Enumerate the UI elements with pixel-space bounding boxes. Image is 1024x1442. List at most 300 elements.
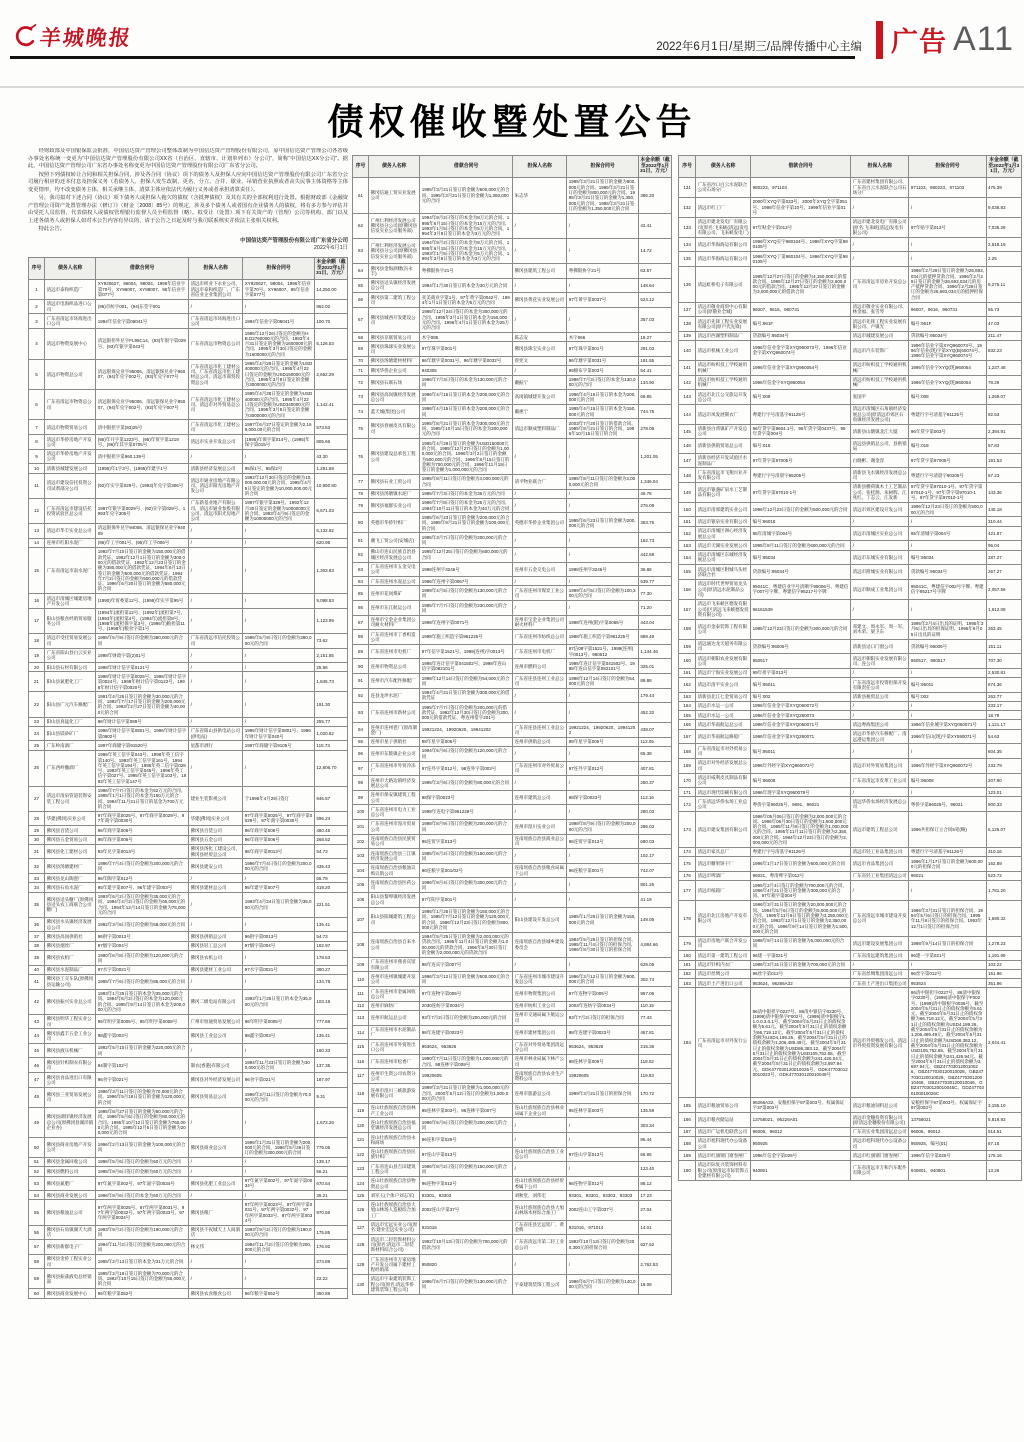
guarantor-name: 佛冈县农食粮食公司	[189, 1289, 243, 1298]
table-row	[679, 900, 1022, 936]
table-header-row	[29, 258, 348, 280]
principal-balance: 325.01	[638, 659, 671, 674]
guarantee-contract-no: 1996年7月4日签订的金额为200,000元的合同	[243, 859, 315, 874]
guarantee-contract-no: 1995年4月28日签定的金额为USD400000元的合同、1995年4月22日签定的金额为USD340000元的合同、1995年3月8日签定的金额为3000000元的合同	[243, 389, 315, 419]
principal-balance: 19.27	[638, 333, 671, 342]
row-no: 72	[353, 375, 369, 390]
page-header	[0, 0, 1024, 88]
guarantor-name: /	[513, 577, 567, 586]
table-row	[29, 741, 348, 750]
row-no: 77	[353, 474, 369, 489]
table-row	[29, 648, 348, 663]
guarantor-name: 清远市顺成工业集团公司	[851, 579, 909, 599]
principal-balance: 123.40	[638, 1162, 671, 1177]
principal-balance: 514.51	[986, 1127, 1021, 1136]
table-row	[679, 960, 1022, 969]
principal-balance: 620.95	[314, 538, 347, 547]
loan-contract-no: 1996年05月06日签订的金额为2,000,000元的合同、1996年06月30日签订的金额为1,500,000元的合同、1995年11月8日签订的金额为1,000,000元的合同、1995年11月11日签订的金额为2,350,000元的合同、1994年12月23日签订的金额为3,000,000元的合同	[751, 812, 851, 848]
loan-contract-no: 86清中银担字0227号、86清中银信字0230号、(1999)清中银保字F002号、(1999)清中银根字L1.0.0.3.0.1号、截至2004年5月31日止的债权余额为5.61元、截至2004年5月31日止的债权余额为66,719.12元、截至2004年5月31日止的债权余额为USD4,199.26、截至2004年5月31日止的债权余额为1,206,489.49元、截至2004年5月31日止的债权余额为USD86,383.12、截至2004年5月31日止的债权余额为USD105,752.65、截至2004年5月31日止的债权余额为241,426.04元、截至2004年5月31日止的债权余额为3,697.94元、GDK477030120010026号、GDK477030120010023号、GDK477030120010049号	[751, 988, 851, 1098]
debtor-name: 广东省连州市外贸冷冻厂	[369, 761, 420, 776]
row-no: 117	[353, 1069, 369, 1084]
guarantor-name: 连山壮族瑶族自治县经贸委属下公司	[513, 1176, 567, 1191]
principal-balance: 3,155.10	[986, 1098, 1021, 1113]
table-row	[353, 1255, 672, 1275]
loan-contract-no: 1996年现字第XYQ960078号	[751, 788, 851, 797]
guarantor-name: 广东省清远市信托投资公司	[189, 633, 243, 648]
row-no: 15	[29, 547, 45, 593]
loan-contract-no: 96021、粤清啤字第012号	[751, 871, 851, 880]
row-no: 127	[353, 1220, 369, 1235]
loan-contract-no: 99年担字第013号	[751, 668, 851, 677]
guarantor-name: 清远市敬业实业有限公司、林金福、张雪琴	[851, 302, 909, 317]
guarantor-name: 广东省土产进出口集团公司	[851, 979, 909, 988]
guarantor-name: 佛冈县黄花实业发展公司	[513, 293, 567, 308]
row-no: 6	[29, 389, 45, 419]
guarantee-contract-no: 1996年信业字第XYQ960073号、1996年信业(现)字第XYQ(B)60074号、1996年信业字第XYQ960074号	[909, 341, 986, 361]
row-no: 90	[353, 659, 369, 674]
table-row	[353, 366, 672, 375]
debtor-name: 连南瑶族自治县民族贸易公司	[369, 834, 420, 849]
principal-balance: 77.30	[638, 586, 671, 601]
loan-contract-no: 1996年财计信字第0801号、1996年财计信字第0902号	[96, 726, 189, 741]
guarantor-name: 清远市清城区实业总公司	[851, 526, 909, 541]
loan-contract-no: 1990年7月11日签订的金额为1,000,000元的合同、98连林字第009号	[420, 1054, 513, 1069]
loan-contract-no: 1998年财计信字第0121号	[96, 663, 189, 672]
guarantee-contract-no: /	[567, 892, 639, 907]
loan-contract-no: 96年明字第0005号、95年明字第0008号	[96, 1014, 189, 1029]
guarantee-contract-no: 1995年3月21日签订的金额为600,000元的合同、1995年3月21日签订的金额为800,000元的合同、1995年3月21日签订的金额为1,350,000元的合同、1995年3月21日签订的金额为1,350,000元的合同	[567, 177, 639, 213]
guarantee-contract-no: /	[243, 523, 315, 538]
guarantor-name: /	[851, 541, 909, 550]
table-row	[29, 1191, 348, 1200]
loan-contract-no: 1995年1月25日签订的金额为150,000元的合同、1995年7月12日签订的金额为120,000元的合同、1996年12月23日签订的金额为800,000元的合同	[420, 907, 513, 932]
principal-balance: 4,884.66	[638, 932, 671, 957]
table-row	[353, 761, 672, 776]
loan-contract-no: 1993年9月2日签订的金额为190,000元的合同	[96, 1225, 189, 1240]
guarantor-name: 佛冈县轻工总公司	[189, 941, 243, 950]
loan-contract-no: 931016	[420, 1220, 513, 1235]
row-no: 10	[29, 464, 45, 473]
loan-contract-no: 1996年7月3日签订的本金为130,000元的合同	[420, 375, 513, 390]
loan-contract-no: 96年财计信字第089号	[96, 717, 189, 726]
principal-balance: 1,142.41	[314, 389, 347, 419]
guarantor-name: 阳山县建设开发总公司	[513, 907, 567, 932]
principal-balance: 832.23	[986, 341, 1021, 361]
principal-balance: 134.90	[638, 375, 671, 390]
guarantor-name: /	[189, 1167, 243, 1176]
debtor-name: 清远市针织内衣厂	[696, 960, 751, 969]
principal-balance: 100.70	[314, 314, 347, 329]
guarantor-name: 佛冈县贸易总公司	[189, 1087, 243, 1107]
debtor-name: 佛冈县汤塘镇水泥厂	[369, 489, 420, 498]
principal-balance: 287.27	[986, 550, 1021, 565]
row-no: 26	[29, 750, 45, 786]
loan-contract-no: 1995年12月27日签订的金额为4,150,000元的借款合同、1995年12月27日签订的金额为2,600,000元的借款合同、1995年12月27日签订的金额为3,000,000元的借款合同	[751, 266, 851, 302]
debtor-name: 清远市物资总公司	[45, 359, 96, 389]
loan-contract-no: 96连粮字第001/02号	[420, 863, 513, 878]
guarantee-contract-no: 编号:008	[909, 390, 986, 405]
loan-contract-no: 1996年4月15日签订的本金为200,000元的合同	[420, 404, 513, 419]
debtor-name: 清远市西湖塑料制品厂	[696, 331, 751, 340]
principal-balance: 1,690.32	[986, 900, 1021, 936]
debtor-name: 广东西岭酿酒厂	[45, 750, 96, 786]
principal-balance: 36.86	[638, 562, 671, 577]
row-no: 182	[679, 969, 696, 978]
debtor-name: 广东省连州市水泥制品厂	[369, 1025, 420, 1040]
guarantee-contract-no: 编号:95011	[909, 678, 986, 693]
row-no: 88	[353, 630, 369, 645]
guarantor-name: 佛冈县工业总公司	[189, 1029, 243, 1044]
newspaper-logo	[12, 22, 132, 52]
guarantor-name: 广州市恒通贸易发展公司	[189, 1014, 243, 1029]
column-header: 借款合同号	[751, 156, 851, 178]
principal-balance: 1,269.07	[986, 390, 1021, 405]
guarantor-name: 连州市旅游总公司	[513, 1083, 567, 1103]
guarantee-contract-no: /	[567, 776, 639, 791]
row-no: 100	[353, 805, 369, 820]
guarantor-name: 清远华侨农场经济发展总公司	[851, 797, 909, 812]
guarantee-contract-no: 98年星字第005号	[567, 737, 639, 746]
guarantee-contract-no: 96连贸字第013号	[567, 834, 639, 849]
guarantee-contract-no: 编号:96008	[909, 773, 986, 788]
debtor-name: 连州市大路边镇经济发展总公司	[369, 776, 420, 791]
principal-balance: 268.52	[314, 835, 347, 844]
debtor-name: 蓝天城(集团)公司	[369, 404, 420, 419]
column-header: 序号	[29, 258, 45, 280]
guarantee-contract-no: 1995年4月28日签定的金额为USD400000元的合同、1995年4月22日签定的金额为USD150000元的合同、1995年3月8日签定的金额为3000000元的合同	[243, 359, 315, 389]
loan-contract-no: 1996年信业金字第XYQ960054号	[751, 360, 851, 375]
guarantor-name: 佛冈县不夜城天上人间酒店	[189, 1225, 243, 1240]
principal-balance: 77.43	[638, 1010, 671, 1025]
guarantee-contract-no: /	[567, 849, 639, 864]
debt-table-2	[352, 155, 672, 1295]
row-no: 179	[679, 936, 696, 951]
guarantor-name: /	[189, 917, 243, 932]
table-row	[29, 1157, 348, 1166]
principal-balance: 54.73	[314, 932, 347, 941]
guarantor-name: /	[189, 663, 243, 672]
row-no: 160	[679, 654, 696, 669]
principal-balance: 274.89	[314, 1254, 347, 1269]
guarantee-contract-no: 96年塘字第0031号	[567, 356, 639, 365]
guarantee-contract-no: 95041C、粤建信字002号字牌、粤建信字95217号字牌	[909, 579, 986, 599]
loan-contract-no: 2002连山字第37号	[420, 1200, 513, 1220]
guarantor-name: /	[189, 874, 243, 883]
guarantee-contract-no: /	[567, 688, 639, 703]
debtor-name: 佛冈县龙山陶瓷厂	[45, 874, 96, 883]
principal-balance: 1,291.69	[314, 464, 347, 473]
row-no: 21	[29, 672, 45, 692]
debtor-name: 清远市华侨房地产开发公司	[45, 435, 96, 450]
guarantee-contract-no: 1995年连计信字第041502号、1998年连山信字第082101号	[567, 659, 639, 674]
guarantee-contract-no: 98保字第0023号	[567, 790, 639, 805]
guarantee-contract-no: /	[909, 881, 986, 901]
table-row	[353, 1133, 672, 1148]
guarantor-name: 清远市纺织技工学校通用机械厂	[851, 360, 909, 375]
row-no: 96	[353, 746, 369, 761]
debtor-name: 佛冈县福群实业公司	[369, 498, 420, 513]
principal-balance: 182.97	[314, 941, 347, 950]
guarantor-name: /	[513, 278, 567, 293]
debtor-name: 连州市东江航运公司	[369, 601, 420, 616]
guarantor-name: 佛冈县商业总公司	[189, 1138, 243, 1158]
guarantor-name: 广东省轻工业集团清远公司	[851, 871, 909, 880]
table-row	[29, 965, 348, 974]
loan-contract-no: 1996年信业金字第XYQ280071	[751, 729, 851, 744]
loan-contract-no: 97年阳字第001号	[420, 892, 513, 907]
table-row	[29, 1107, 348, 1137]
debtor-name: 佛冈县五金贸易公司	[45, 835, 96, 844]
table-row	[29, 498, 348, 523]
debtor-name: 清远通达龙天船务有限公司	[696, 639, 751, 654]
row-no: 180	[679, 951, 696, 960]
row-no: 168	[679, 744, 696, 759]
debtor-name: 广东省清远市飞翔兴业开发有限公司	[696, 468, 751, 483]
guarantor-name: /	[851, 252, 909, 267]
guarantor-name: 广东省清远市物资总公司	[189, 329, 243, 359]
row-no: 130	[353, 1274, 369, 1294]
row-no: 3	[29, 314, 45, 329]
row-no: 38	[29, 941, 45, 950]
table-row	[29, 359, 348, 389]
table-row	[679, 936, 1022, 951]
row-no: 31	[29, 844, 45, 859]
guarantor-name: 高岗镇城建开发公司	[513, 390, 567, 405]
guarantee-contract-no: /	[243, 608, 315, 633]
loan-contract-no: 1996年英工信字第043号、1998年英工信字第140号、1993年英工信字第161号、1994年英工信字第194号、1995年英二信字第028号、1993年英工信字第045号、1996年英工信字第027号、1995年英工信字第103号、1993年英工信字第147号	[96, 750, 189, 786]
table-row	[29, 435, 348, 450]
loan-contract-no: 96连物字第012号	[420, 1176, 513, 1191]
loan-contract-no: 97年珠字第001号	[420, 342, 513, 357]
table-row	[29, 750, 348, 786]
row-no: 61	[353, 177, 369, 213]
guarantor-name: 清远市城建发展公司	[851, 331, 909, 340]
debtor-name: 清远市水运一公司	[696, 711, 751, 720]
loan-contract-no: 1996年XYQ丁第980104号、1996年XYQ字第980105号	[751, 252, 851, 267]
guarantee-contract-no: 1998连州字3246号	[567, 562, 639, 577]
loan-contract-no: 1995年8月27日签订的金额为50,000元的合同、1996年5月6日签订的金额为80,000元的合同、1995年10月12日签订的金额为760,000元的合同、1995年12月5日签订的金额为200,000元的合同	[96, 1107, 189, 1137]
loan-contract-no: 1996年7月7日签订的本金为52万元的合同、1995年1月1日签订的本金为150万元的合同、1994年11月21日签订的基金为700万元的合同	[96, 786, 189, 811]
principal-balance: 946.57	[314, 786, 347, 811]
guarantee-contract-no: 1994年11月23日签订的金额为300,000元的合同	[243, 1058, 315, 1073]
row-no: 137	[679, 302, 696, 317]
debtor-name: 清远市土产进出口公司	[696, 979, 751, 988]
loan-contract-no: 1996年7月8日签订的本金为25万元的合同、1994年10月11日签订的本金为40万元的合同	[420, 498, 513, 513]
guarantor-name: /	[851, 701, 909, 710]
intro-paragraph: 经财政部及中国银保监会批准，中国信达资产管理公司整体改制为中国信达资产管理股份有限公司，原中国信达资产管理公司各省级办事处名称统一变更为“中国信达资产管理股份有限公司XX省（自治区、直辖市、计划单列市）分公司”，简称“中国信达XX分公司”。据此，中国信达资产管理公司广东省办事处名称变更为中国信达资产管理股份有限公司广东省分公司。	[28, 148, 348, 170]
table-row	[353, 957, 672, 972]
debtor-name: 清远市北江房地产开发有限公司	[696, 900, 751, 936]
table-row	[353, 972, 672, 987]
table-row	[29, 1200, 348, 1225]
principal-balance: 5,125.07	[986, 812, 1021, 848]
guarantee-contract-no: 1993年9月2日签订的金额为190,000元的合同	[243, 1225, 315, 1240]
guarantee-contract-no: XY920627、98004、1996年信业字第70号、XY96007、95年信业字第077号	[243, 279, 315, 299]
guarantor-name: 广东省连县连州工业总公司	[513, 723, 567, 738]
row-no: 154	[679, 550, 696, 565]
row-no: 60	[29, 1289, 45, 1298]
principal-balance: 386.20	[638, 177, 671, 213]
row-no: 34	[29, 883, 45, 892]
row-no: 98	[353, 776, 369, 791]
row-no: 166	[679, 720, 696, 729]
header-rule	[10, 56, 855, 59]
loan-contract-no: 编号:008	[751, 390, 851, 405]
principal-balance: 54.73	[314, 844, 347, 859]
loan-contract-no: 1996年7月4日签订的金额为200,000元的合同	[96, 859, 189, 874]
row-no: 80	[353, 513, 369, 533]
guarantee-contract-no: /	[243, 750, 315, 786]
guarantor-name: 广东省连州市城市建设开发总公司	[513, 972, 567, 987]
principal-balance: 14,250.00	[314, 279, 347, 299]
loan-contract-no: 贷款编号:96005号	[751, 639, 851, 654]
principal-balance: 71.20	[638, 601, 671, 616]
guarantor-name: /	[189, 299, 243, 314]
logo-swoosh-icon	[12, 24, 38, 50]
guarantor-name: /	[513, 547, 567, 562]
guarantor-name: /	[513, 1118, 567, 1133]
row-no: 9	[29, 449, 45, 464]
table-row	[679, 654, 1022, 669]
debtor-name: 清远市宁海实业发展公司	[696, 668, 751, 677]
table-row	[353, 498, 672, 513]
debtor-name: 清远市天湖实业发展公司	[696, 541, 751, 550]
guarantee-contract-no: 950517、950517	[909, 654, 986, 669]
guarantee-contract-no: /	[567, 746, 639, 761]
guarantor-name: 白晓彬、谢金容	[851, 453, 909, 468]
table-row	[679, 619, 1022, 639]
debtor-name: 连州市湟川三峡旅游发展有限公司	[369, 1083, 420, 1103]
row-no: 170	[679, 773, 696, 788]
loan-contract-no: 粤建行字号清基字91126号	[751, 847, 851, 856]
principal-balance: 480.45	[314, 826, 347, 835]
principal-balance: 286.03	[638, 819, 671, 834]
guarantee-contract-no: 1996年信字第025号	[909, 1151, 986, 1160]
principal-balance: 2,044.41	[986, 988, 1021, 1098]
principal-balance: 233.17	[986, 701, 1021, 710]
guarantor-name: /	[513, 489, 567, 498]
row-no: 8	[29, 435, 45, 450]
debtor-name: 清远市电海织品进口公司	[45, 299, 96, 314]
debtor-name: 广东省连州市松香厂	[369, 1054, 420, 1069]
guarantee-contract-no: /	[243, 692, 315, 717]
table-row	[679, 550, 1022, 565]
debtor-name: 清远市华海海运有限公司	[696, 237, 751, 252]
table-row	[29, 663, 348, 672]
guarantee-contract-no: 95年建字第007号	[243, 883, 315, 892]
debtor-name: 广东省连州水泥总公司	[369, 577, 420, 586]
debt-table-3	[678, 155, 1022, 1181]
guarantor-name: 连州市宝金企业集团公司耐火材料厂	[513, 615, 567, 630]
principal-balance: 17.23	[638, 1191, 671, 1200]
table-row	[679, 857, 1022, 872]
row-no: 37	[29, 932, 45, 941]
principal-balance: 54.63	[986, 729, 1021, 744]
table-row	[29, 329, 348, 359]
table-row	[353, 342, 672, 357]
guarantor-name: /	[513, 1133, 567, 1148]
guarantor-name: 连州市建筑总公司	[513, 790, 567, 805]
debtor-name: 清远市飞来峡区德发有限公司(区清远飞来峡德发投资有限公司)	[696, 599, 751, 619]
debtor-name: 清新县白湾镇矿产开发总公司	[696, 424, 751, 439]
debtor-name: 佛冈县石角镇湖天大酒店	[45, 1225, 96, 1240]
principal-balance: 435.43	[314, 859, 347, 874]
table-row	[29, 523, 348, 538]
guarantor-name: 曾宪文	[513, 356, 567, 365]
table-row	[679, 701, 1022, 710]
debtor-name: 清远市纺织技工学校通用机械厂	[696, 360, 751, 375]
debtor-name: 连州市宝金企业集团公司耐火材料厂	[369, 615, 420, 630]
debtor-name: 清远市宏远实业公司(原名:建业宏远实业公司)	[369, 1220, 420, 1235]
column-header: 债务人名称	[696, 156, 751, 178]
loan-contract-no: 1998年连电字第961228号	[420, 805, 513, 820]
debtor-name: 连州市星子供销社	[369, 737, 420, 746]
guarantor-name: 连州市纺织工业公司	[513, 1001, 567, 1010]
debtor-name: 清远市红旗钢门窗卷闸厂	[696, 1151, 751, 1160]
principal-balance: 2.25	[986, 252, 1021, 267]
loan-contract-no: 940801	[751, 1160, 851, 1180]
guarantor-name: 广东省清远市皮革工业公司	[851, 773, 909, 788]
guarantor-name: 广东省连州市纺织总公司	[513, 630, 567, 645]
guarantor-name: 清远市红旗钢门窗卷闸厂	[851, 1151, 909, 1160]
debtor-name: 连县龙坪水泥厂	[369, 688, 420, 703]
table-row	[353, 333, 672, 342]
loan-contract-no: 1996年2月13日签订的金额为100,000元的合同	[96, 1138, 189, 1158]
table-row	[679, 1098, 1022, 1113]
debtor-name: 佛冈县液压机械厂	[45, 1043, 96, 1058]
guarantor-name: /	[189, 538, 243, 547]
table-row	[29, 1043, 348, 1058]
guarantee-contract-no: 940801、940801	[909, 1160, 986, 1180]
debtor-name: 广东省连州市万家房地产开发公司属下建材工程经销部	[369, 1255, 420, 1275]
loan-contract-no: 编号:018	[751, 439, 851, 454]
loan-contract-no: 1996年4月15日签订的本金为200,000元的合同	[420, 390, 513, 405]
row-no: 123	[353, 1162, 369, 1177]
principal-balance: 1,303.93	[314, 547, 347, 593]
table-row	[29, 892, 348, 917]
guarantee-contract-no: 97水字第0021号	[243, 965, 315, 974]
row-no: 95	[353, 737, 369, 746]
table-row	[679, 302, 1022, 317]
loan-contract-no: 粤佛银协字21号	[420, 264, 513, 279]
guarantee-contract-no: /	[243, 874, 315, 883]
principal-balance: 103.18	[314, 989, 347, 1014]
guarantor-name: /	[189, 1107, 243, 1137]
loan-contract-no: 1998年连州字第0071号	[420, 615, 513, 630]
row-no: 58	[29, 1254, 45, 1269]
debtor-name: 清远市广运机电联营公司	[696, 1127, 751, 1136]
principal-balance: 476.39	[986, 177, 1021, 197]
table-row	[29, 717, 348, 726]
principal-balance: 25.86	[314, 663, 347, 672]
guarantee-contract-no: 98连林字第009号	[567, 1054, 639, 1069]
principal-balance: 115.73	[314, 741, 347, 750]
table-row	[353, 615, 672, 630]
loan-contract-no: 清远银保兑业字95006、清远银保兑业字95007、(94)年兑字002号、(93)年兑字077号	[96, 359, 189, 389]
loan-contract-no: 1992年10月13日签订的金额为700,000元的借款合同	[420, 1235, 513, 1255]
row-no: 16	[29, 594, 45, 609]
loan-contract-no: 1996年9月4日签订的金额为300,000元的合同	[420, 878, 513, 893]
principal-balance: 211.47	[986, 331, 1021, 340]
loan-contract-no: 96266A32、安粮担保字97第003号、权属保证字37第003号	[751, 1098, 851, 1113]
guarantee-contract-no: 95年清城字第004号	[909, 526, 986, 541]
row-no: 140	[679, 341, 696, 361]
guarantor-name: 陈志安	[513, 333, 567, 342]
row-no: 55	[29, 1200, 45, 1225]
row-no: 89	[353, 644, 369, 659]
table-row	[679, 424, 1022, 439]
row-no: 108	[353, 932, 369, 957]
